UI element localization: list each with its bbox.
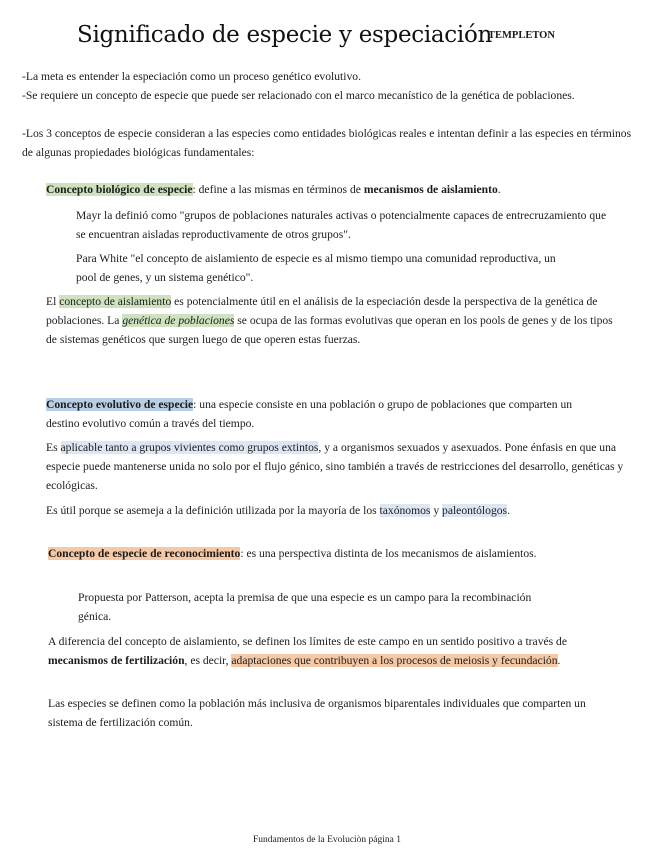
evolutivo-p2-a: Es útil porque se asemeja a la definición utilizada por la mayoría de los [46, 504, 380, 517]
intro-line-2: -Se requiere un concepto de especie que puede ser relacionado con el marco mecanístico de la genética de poblaciones. [22, 89, 575, 102]
aislamiento-p-b: es potencialmente útil en el análisis de la especiación desde la perspectiva de la genética de poblaciones. La [46, 295, 598, 327]
fertilizacion-bold: mecanismos de fertilización [48, 654, 185, 667]
evolutivo-p1-hl: aplicable tanto a grupos vivientes como grupos extintos [60, 441, 319, 454]
biologico-def-bold: mecanismos de aislamiento [363, 183, 498, 196]
evolutivo-p1-a: Es [46, 441, 61, 454]
reconocimiento-p1-b: , es decir, [184, 654, 232, 667]
white-quote: Para White "el concepto de aislamiento de especie es al mismo tiempo una comunidad reproductiva, un pool de genes, y un sistema genético". [76, 252, 556, 284]
biologico-term: Concepto biológico de especie [46, 183, 193, 196]
reconocimiento-paragraph-2: Las especies se definen como la población más inclusiva de organismos biparentales individuales que comparten un sistema de fertilización común. [48, 697, 586, 729]
evolutivo-definition [46, 395, 606, 433]
adaptaciones-hl: adaptaciones que contribuyen a los procesos de meiosis y fecundación [231, 654, 558, 667]
page-title: Significado de especie y especiación [77, 22, 493, 48]
taxonomos-hl: taxónomos [379, 504, 431, 517]
intro-line-3: -Los 3 conceptos de especie consideran a las especies como entidades biológicas reales e intentan definir a las especies en términos de algunas propiedades biológicas fundamentales: [22, 127, 632, 159]
author-tag: TEMPLETON [488, 30, 555, 41]
reconocimiento-definition [48, 544, 568, 563]
evolutivo-p1-b: , y a organismos sexuados y asexuados. Pone énfasis en que una especie puede mantenerse unida no solo por el flujo génico, sino también a través de restricciones del desarrollo, genéticas y ecológicas. [46, 441, 624, 492]
intro-line-1: -La meta es entender la especiación como un proceso genético evolutivo. [22, 70, 361, 83]
reconocimiento-paragraph-1 [48, 632, 623, 670]
evolutivo-def: : una especie consiste en una población o grupo de poblaciones que comparten un destino evolutivo común a través del tiempo. [46, 398, 573, 430]
aislamiento-hl: concepto de aislamiento [59, 295, 172, 308]
evolutivo-term: Concepto evolutivo de especie [46, 398, 194, 411]
genetica-hl: genética de poblaciones [122, 314, 235, 327]
evolutivo-paragraph-2 [46, 501, 626, 520]
biologico-def-end: . [497, 183, 501, 196]
reconocimiento-p1-a: A diferencia del concepto de aislamiento, se definen los límites de este campo en un sentido positivo a través de [48, 635, 567, 648]
reconocimiento-term: Concepto de especie de reconocimiento [48, 547, 241, 560]
aislamiento-p-c: se ocupa de las formas evolutivas que operan en los pools de genes y de los tipos de sistemas genéticos que surgen luego de que operen estas fuerzas. [46, 314, 613, 346]
evolutivo-p2-c: . [507, 504, 510, 517]
mayr-quote: Mayr la definió como "grupos de poblaciones naturales activas o potencialmente capaces de entrecruzamiento que se encuentran aisladas reproductivamente de otros grupos". [76, 209, 607, 241]
aislamiento-p-a: El [46, 295, 60, 308]
biologico-def-a: : define a las mismas en términos de [192, 183, 364, 196]
patterson-paragraph: Propuesta por Patterson, acepta la premisa de que una especie es un campo para la recombinación génica. [78, 591, 532, 623]
aislamiento-paragraph [46, 292, 616, 349]
page-footer: Fundamentos de la Evoluciòn página 1 [252, 835, 401, 845]
biologico-definition [46, 180, 626, 199]
reconocimiento-def: : es una perspectiva distinta de los mecanismos de aislamientos. [240, 547, 537, 560]
reconocimiento-p1-c: . [557, 654, 561, 667]
evolutivo-p2-b: y [430, 504, 443, 517]
paleontologos-hl: paleontólogos [442, 504, 508, 517]
evolutivo-paragraph-1 [46, 438, 626, 495]
